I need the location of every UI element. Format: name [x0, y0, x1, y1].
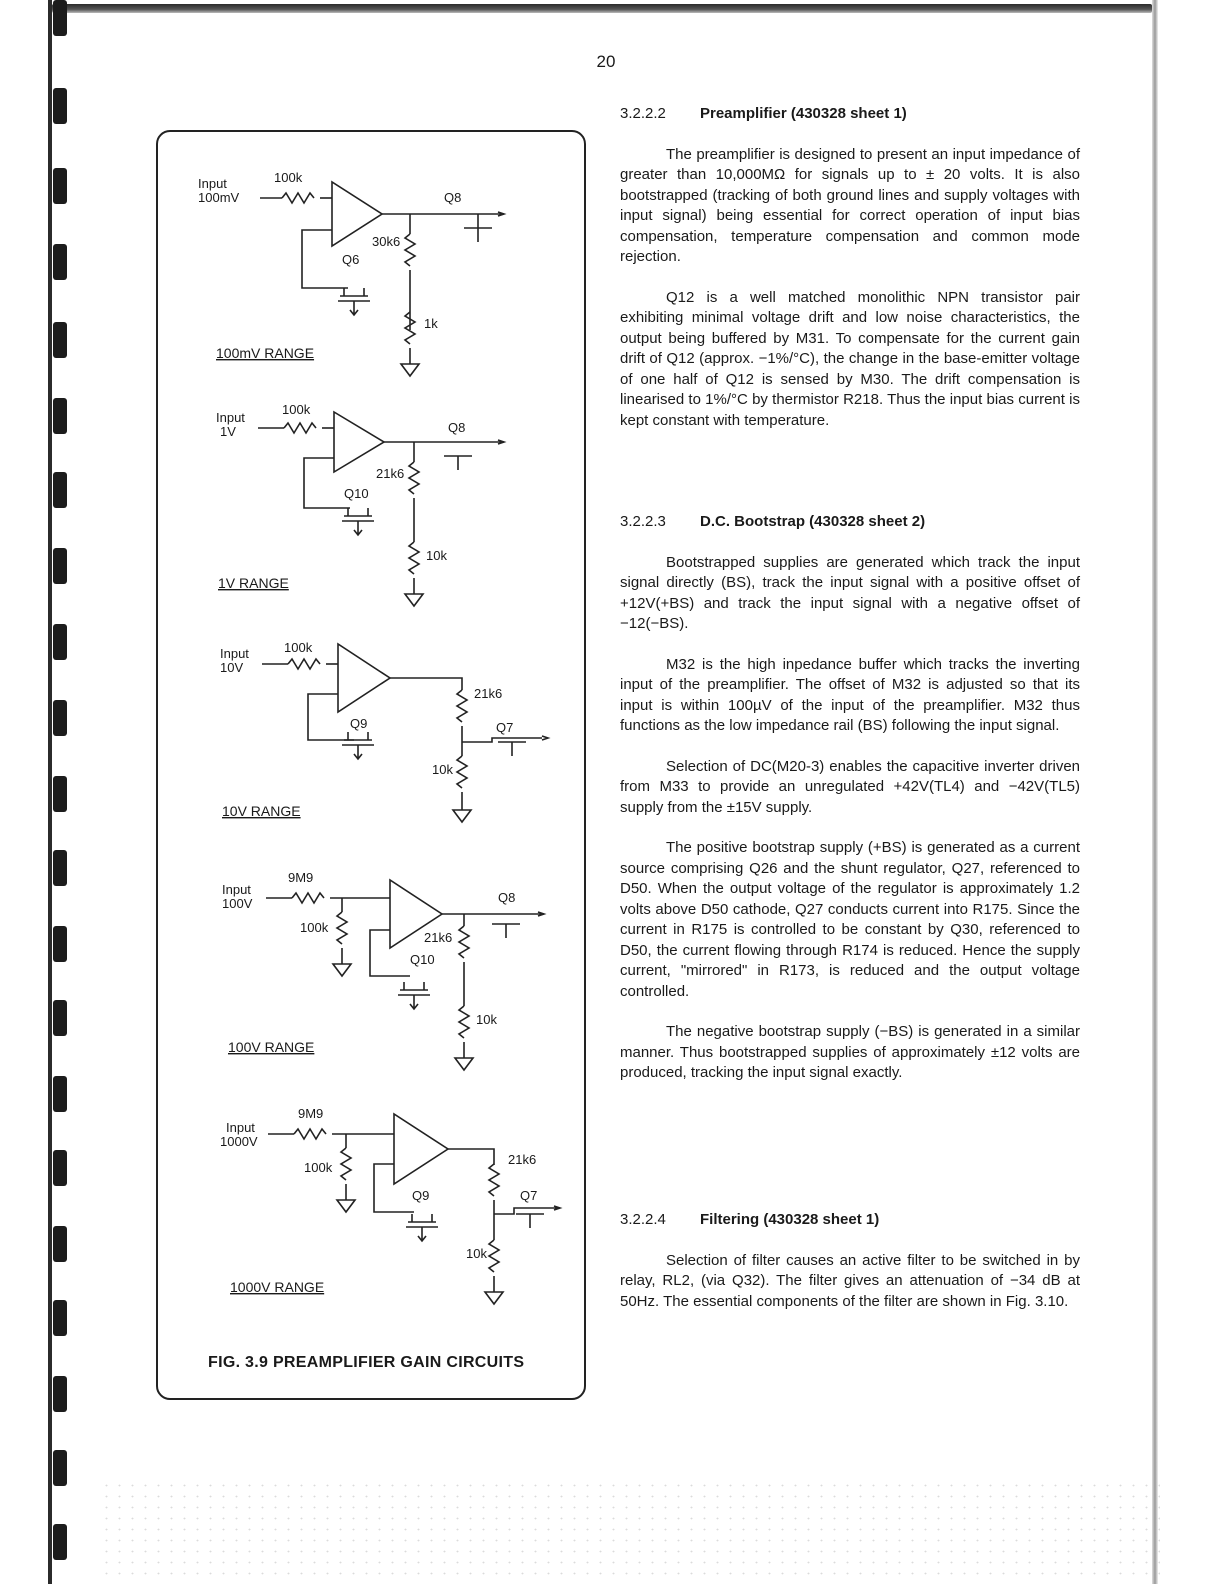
shunt-resistor-label: 100k — [304, 1160, 333, 1175]
ground-resistor-label: 10k — [466, 1246, 487, 1261]
switch-transistor-label: Q6 — [342, 252, 360, 267]
binding-hole — [53, 1300, 67, 1336]
paragraph: Selection of filter causes an active filter to be switched in by relay, RL2, (via Q32). The filter gives an attenuation of −34 dB at 50Hz. The essential components of the filter are shown in Fig. 3.10. — [620, 1251, 1080, 1310]
feedback-resistor-label: 21k6 — [376, 466, 405, 481]
circuit-100v — [222, 870, 544, 1070]
series-resistor-label: 9M9 — [288, 870, 314, 885]
binding-hole — [53, 0, 67, 36]
binding-hole — [53, 1376, 67, 1412]
figure-caption: FIG. 3.9 PREAMPLIFIER GAIN CIRCUITS — [208, 1354, 525, 1371]
figure-3-9 — [156, 130, 586, 1400]
binding-hole — [53, 88, 67, 124]
range-label: 10V RANGE — [222, 803, 301, 819]
binding-hole — [53, 244, 67, 280]
binding-hole — [53, 398, 67, 434]
input-label: Input — [226, 1120, 255, 1135]
section-filtering — [620, 1210, 1080, 1332]
page-right-edge — [1152, 0, 1158, 1584]
feedback-resistor-label: 30k6 — [372, 234, 401, 249]
paragraph: The negative bootstrap supply (−BS) is generated in a similar manner. Thus bootstrapped supplies of approximately ±12 volts are produced, tracking the input signal exactly. — [620, 1023, 1080, 1081]
binding-hole — [53, 624, 67, 660]
input-value: 1V — [220, 424, 236, 439]
section-heading: 3.2.2.4 Filtering (430328 sheet 1) — [620, 1211, 880, 1228]
feedback-resistor-label: 21k6 — [474, 686, 503, 701]
input-label: Input — [220, 646, 249, 661]
paragraph: Q12 is a well matched monolithic NPN transistor pair exhibiting minimal voltage drift and low noise characteristics, the output being buffered by M31. To compensate for the current gain drift of Q12 (approx. −1%/°C), the change in the base-emitter voltage of one half of Q12 is sensed by M30. The drift compensation is linearised to 1%/°C by thermistor R218. Thus the input bias current is kept constant with temperature. — [620, 288, 1080, 429]
circuit-1v — [216, 402, 504, 606]
input-label: Input — [216, 410, 245, 425]
ground-resistor-label: 1k — [424, 316, 438, 331]
series-resistor-label: 100k — [274, 170, 303, 185]
binding-hole — [53, 472, 67, 508]
output-transistor-label: Q8 — [444, 190, 462, 205]
ground-resistor-label: 10k — [432, 762, 453, 777]
circuit-1000v — [220, 1106, 560, 1304]
paragraph: Bootstrapped supplies are generated which track the input signal directly (BS), track the input signal with a positive offset of +12V(+BS) and track the input signal with a negative offset of −12(−BS). — [620, 553, 1080, 632]
input-value: 1000V — [220, 1134, 258, 1149]
binding-hole — [53, 1450, 67, 1486]
binding-hole — [53, 1000, 67, 1036]
paragraph: Selection of DC(M20-3) enables the capacitive inverter driven from M33 to provide an unregulated +42V(TL4) and −42V(TL5) supply from the ±15V supply. — [620, 757, 1080, 816]
output-transistor-label: Q8 — [448, 420, 466, 435]
ground-resistor-label: 10k — [476, 1012, 497, 1027]
binding-hole — [53, 322, 67, 358]
feedback-resistor-label: 21k6 — [508, 1152, 537, 1167]
binding-holes — [48, 0, 74, 1584]
scan-noise — [100, 1480, 1160, 1580]
feedback-resistor-label: 21k6 — [424, 930, 453, 945]
input-label: Input — [198, 176, 227, 191]
series-resistor-label: 9M9 — [298, 1106, 324, 1121]
output-transistor-label: Q7 — [496, 720, 514, 735]
circuit-10v — [220, 640, 548, 822]
binding-hole — [53, 1524, 67, 1560]
range-label: 100mV RANGE — [216, 345, 315, 361]
range-label: 1V RANGE — [218, 575, 289, 591]
input-value: 10V — [220, 660, 244, 675]
binding-hole — [53, 700, 67, 736]
switch-transistor-label: Q9 — [350, 716, 368, 731]
binding-hole — [53, 850, 67, 886]
range-label: 100V RANGE — [228, 1039, 315, 1055]
switch-transistor-label: Q10 — [344, 486, 369, 501]
input-value: 100mV — [198, 190, 240, 205]
series-resistor-label: 100k — [282, 402, 311, 417]
input-label: Input — [222, 882, 251, 897]
section-dc-bootstrap — [620, 512, 1080, 1104]
section-preamplifier — [620, 104, 1080, 451]
paragraph: The preamplifier is designed to present an input impedance of greater than 10,000MΩ for signals up to ± 20 volts. It is also bootstrapped (tracking of both ground lines and supply voltages with input signal) being essential for correct operation of input bias compensation, temperature compensation and common mode rejection. — [620, 145, 1080, 265]
binding-hole — [53, 776, 67, 812]
series-resistor-label: 100k — [284, 640, 313, 655]
binding-hole — [53, 548, 67, 584]
circuit-100mv — [198, 170, 504, 376]
shunt-resistor-label: 100k — [300, 920, 329, 935]
binding-hole — [53, 1226, 67, 1262]
output-transistor-label: Q8 — [498, 890, 516, 905]
paragraph: The positive bootstrap supply (+BS) is generated as a current source comprising Q26 and the shunt regulator, Q27, referenced to D50. When the output voltage of the regulator is approximately 1.2 volts above D50 cathode, Q27 conducts current into R175. Since the current in R175 is controlled to be constant by Q30, referenced to D50, the current flowing through R174 is reduced. Hence the supply current, "mirrored" in R173, is reduced and the output voltage controlled. — [620, 839, 1080, 1000]
section-heading: 3.2.2.3 D.C. Bootstrap (430328 sheet 2) — [620, 513, 926, 530]
switch-transistor-label: Q9 — [412, 1188, 430, 1203]
binding-hole — [53, 1076, 67, 1112]
binding-hole — [53, 168, 67, 204]
paragraph: M32 is the high inpedance buffer which tracks the inverting input of the preamplifier. The offset of M32 is adjusted so that its input is within 100µV of the input of the preamplifier. M32 thus functions as the low impedance rail (BS) following the input signal. — [620, 655, 1080, 734]
section-heading: 3.2.2.2 Preamplifier (430328 sheet 1) — [620, 105, 907, 122]
range-label: 1000V RANGE — [230, 1279, 325, 1295]
page-number: 20 — [596, 52, 616, 71]
circuit-diagrams — [158, 132, 584, 1398]
binding-hole — [53, 1150, 67, 1186]
output-transistor-label: Q7 — [520, 1188, 538, 1203]
switch-transistor-label: Q10 — [410, 952, 435, 967]
input-value: 100V — [222, 896, 253, 911]
page-top-edge — [52, 4, 1152, 13]
ground-resistor-label: 10k — [426, 548, 447, 563]
binding-hole — [53, 926, 67, 962]
